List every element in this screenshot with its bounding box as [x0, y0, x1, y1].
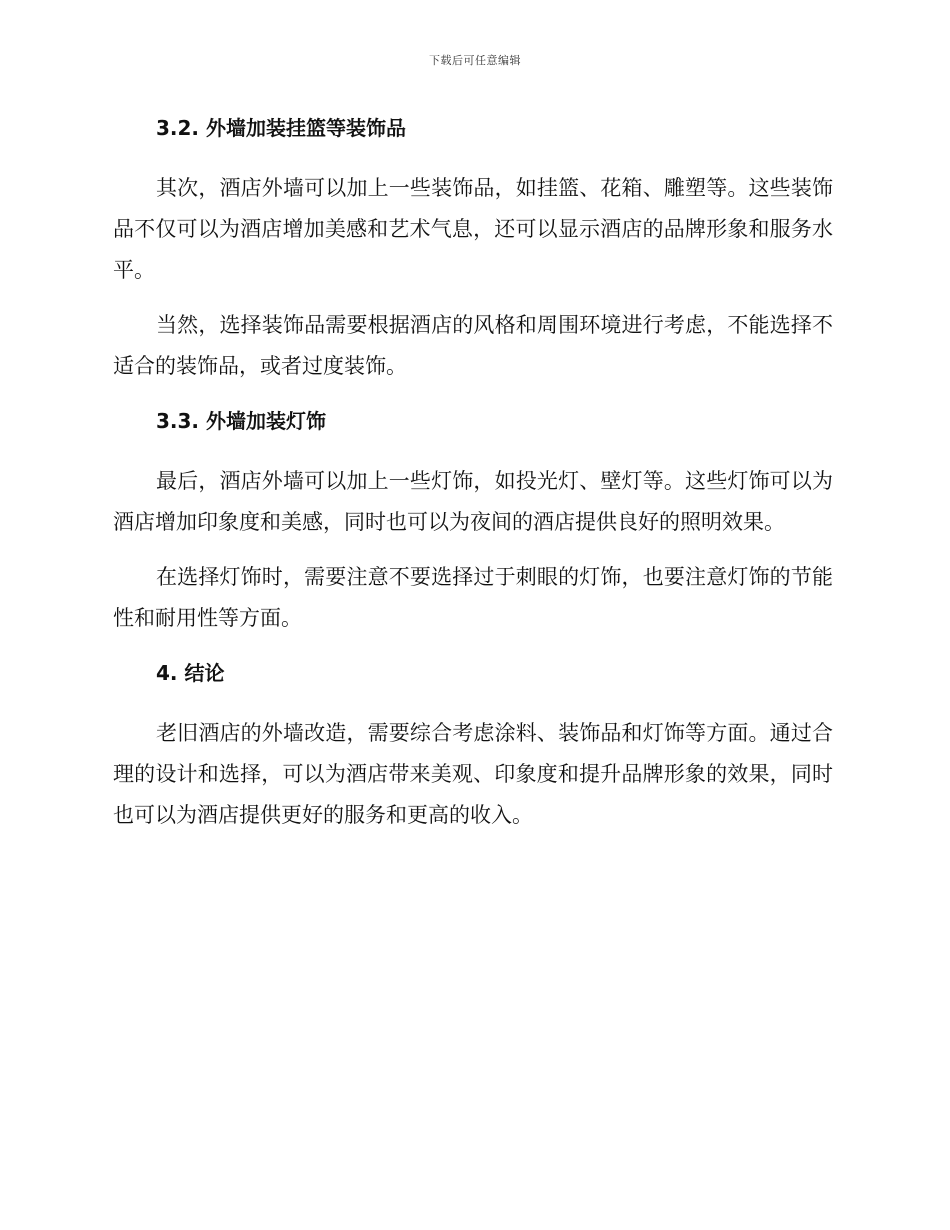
paragraph: 当然，选择装饰品需要根据酒店的风格和周围环境进行考虑，不能选择不适合的装饰品，或者过度装饰。: [113, 313, 833, 378]
paragraph: 其次，酒店外墙可以加上一些装饰品，如挂篮、花箱、雕塑等。这些装饰品不仅可以为酒店增加美感和艺术气息，还可以显示酒店的品牌形象和服务水平。: [113, 176, 833, 282]
section-title: 3.3. 外墙加装灯饰: [156, 409, 326, 433]
section-title: 4. 结论: [156, 661, 225, 685]
page-header: 下载后可任意编辑: [429, 54, 521, 67]
document-body: [113, 114, 833, 850]
section-title: 3.2. 外墙加装挂篮等装饰品: [156, 116, 406, 140]
paragraph: 老旧酒店的外墙改造，需要综合考虑涂料、装饰品和灯饰等方面。通过合理的设计和选择，可以为酒店带来美观、印象度和提升品牌形象的效果，同时也可以为酒店提供更好的服务和更高的收入。: [113, 721, 833, 827]
section-4: [113, 659, 833, 836]
paragraph: 最后，酒店外墙可以加上一些灯饰，如投光灯、壁灯等。这些灯饰可以为酒店增加印象度和美感，同时也可以为夜间的酒店提供良好的照明效果。: [113, 469, 833, 534]
paragraph: 在选择灯饰时，需要注意不要选择过于刺眼的灯饰，也要注意灯饰的节能性和耐用性等方面。: [113, 565, 833, 630]
section-3-2: [113, 114, 833, 387]
section-3-3: [113, 407, 833, 639]
